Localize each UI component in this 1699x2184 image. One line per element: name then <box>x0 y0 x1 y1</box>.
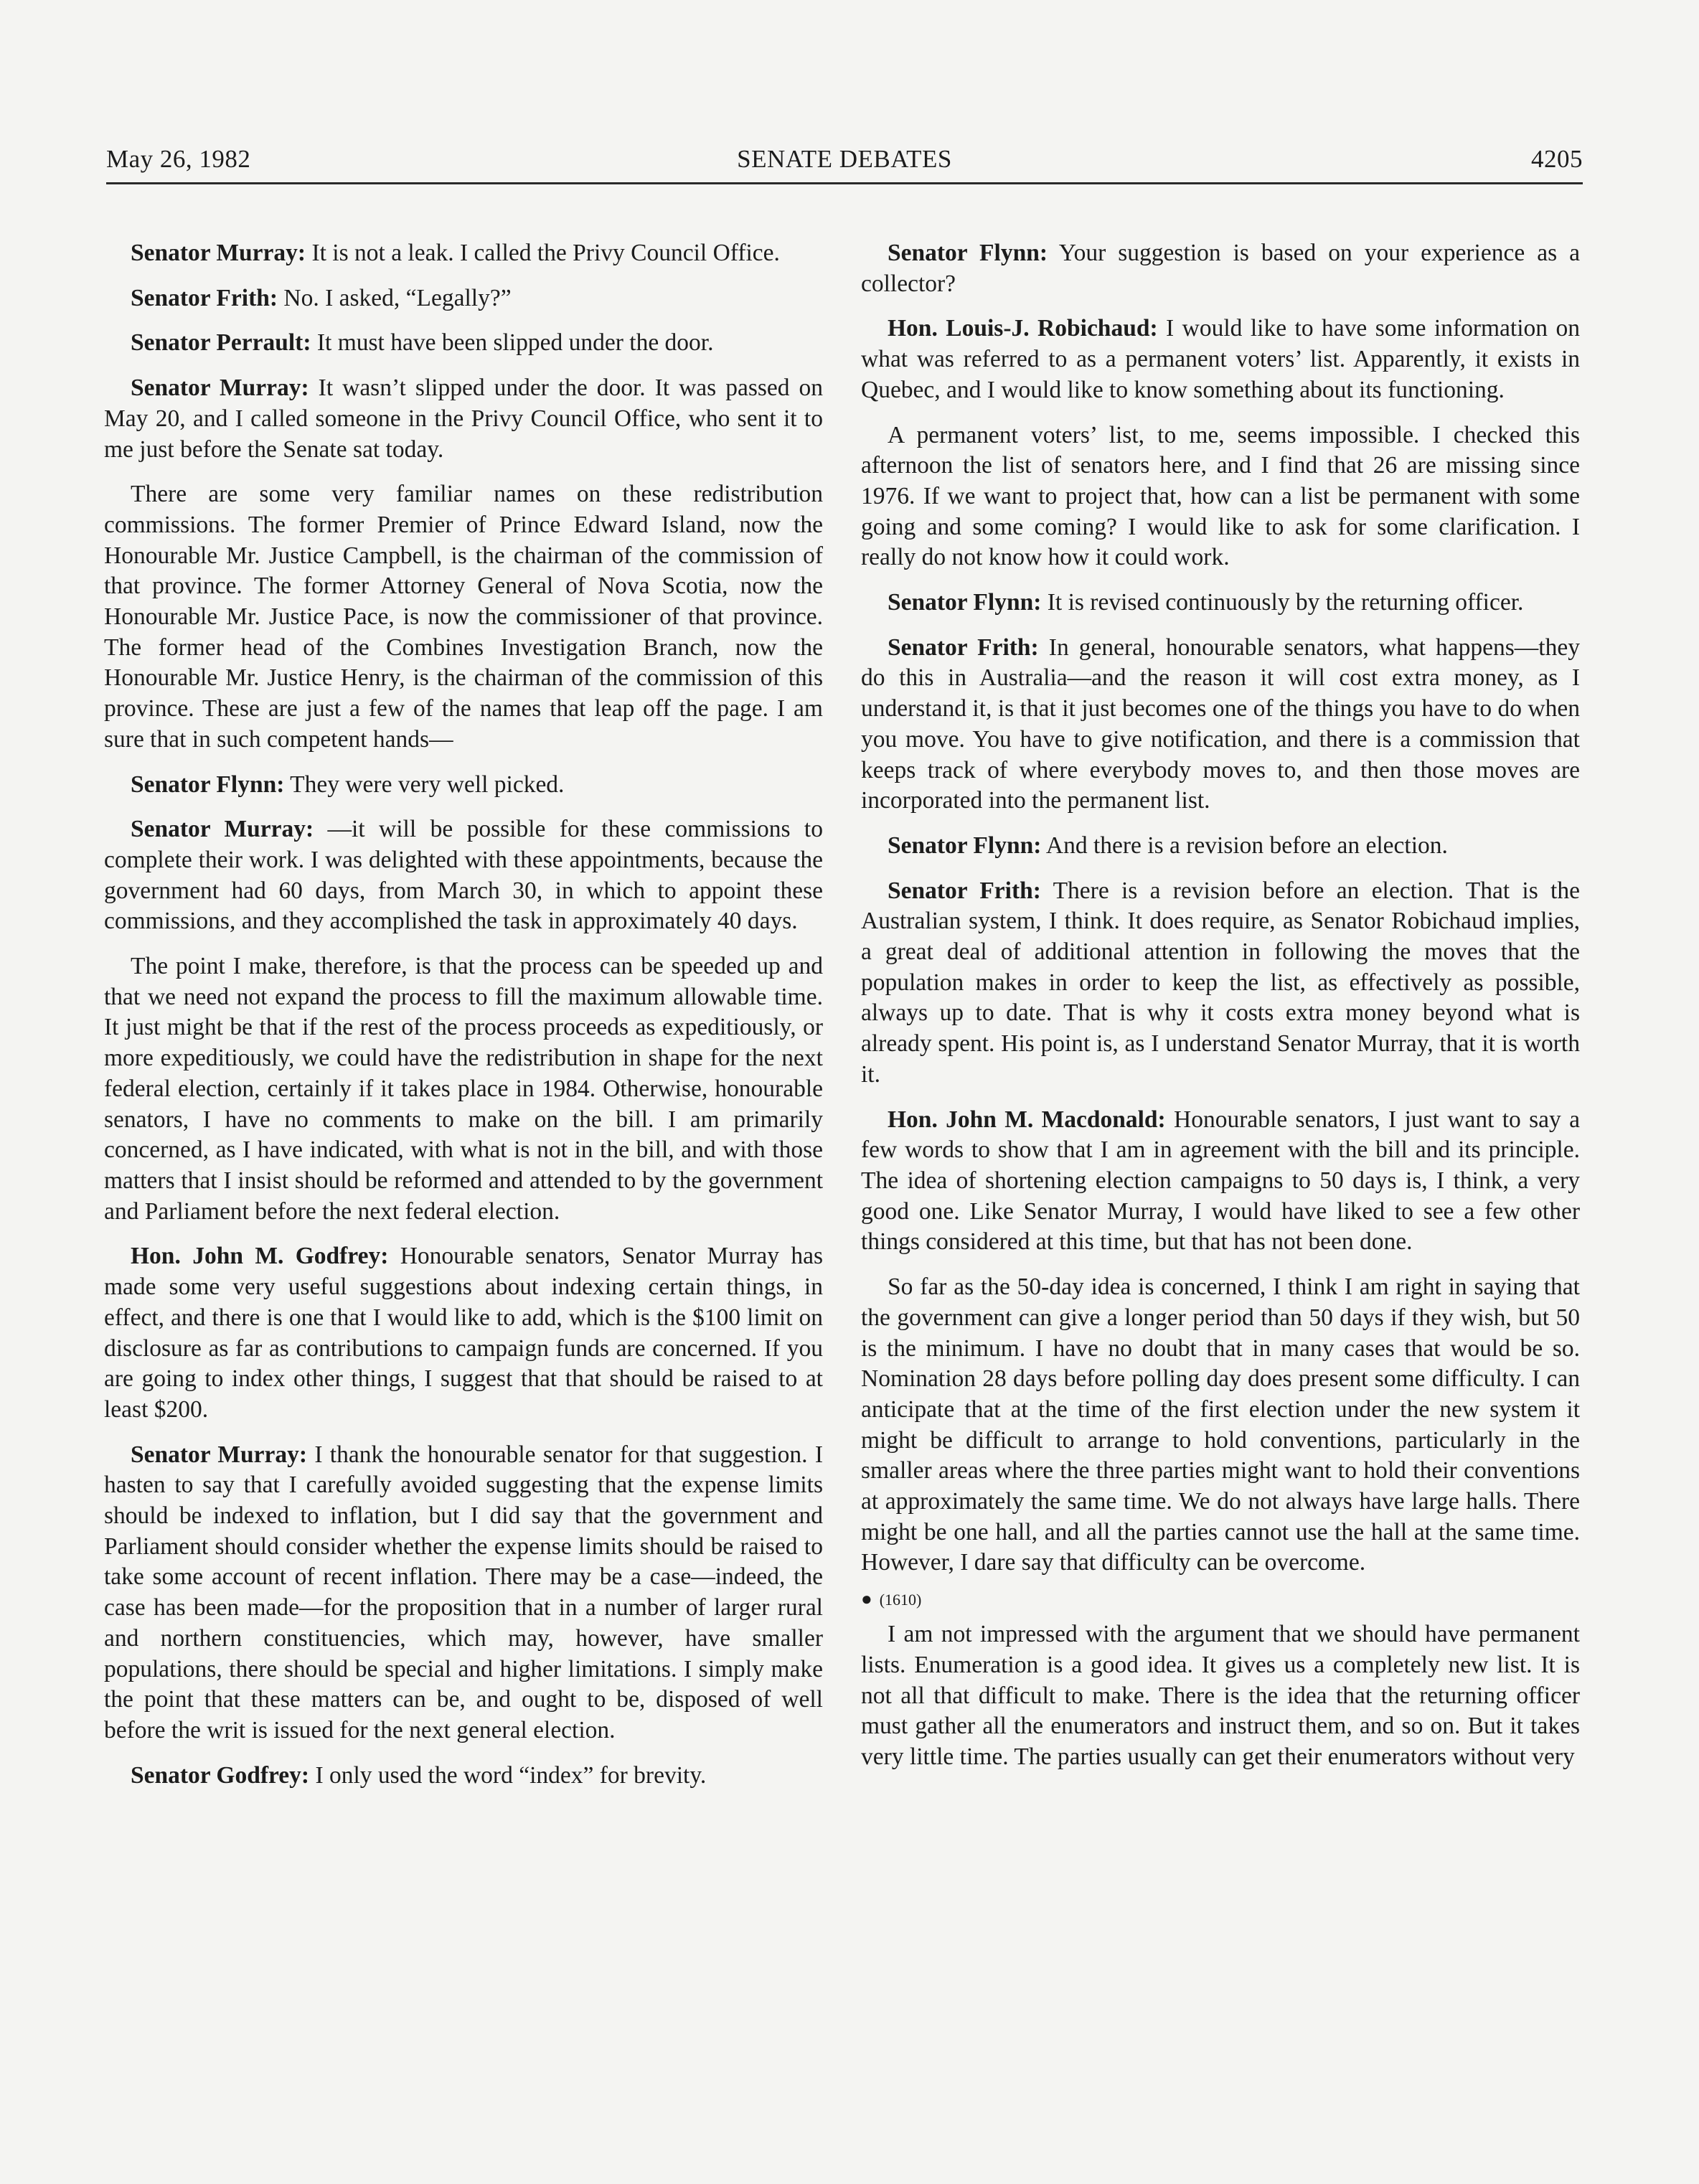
paragraph-text: In general, honourable senators, what happens—they do this in Australia—and the reason it will cost extra money, as I understand it, is that it just becomes one of the things you have to do when you move. You have to give notification, and there is a commission that keeps track of where everybody moves to, and then those moves are incorporated into the permanent list. <box>861 634 1580 814</box>
paragraph <box>861 1105 1580 1258</box>
speaker-name: Senator Frith: <box>131 284 278 311</box>
speaker-name: Senator Flynn: <box>888 589 1042 616</box>
page-header <box>106 143 1583 184</box>
speaker-name: Hon. John M. Godfrey: <box>131 1243 389 1270</box>
paragraph-text: Honourable senators, I just want to say a few words to show that I am in agreement with the bill and its principle. The idea of shortening election campaigns to 50 days is, I think, a very good one. Like Senator Murray, I would have liked to see a few other things considered at this time, but that has not been done. <box>861 1106 1580 1256</box>
paragraph-text: It is revised continuously by the returning officer. <box>1041 589 1524 616</box>
paragraph <box>104 373 823 465</box>
paragraph-text: A permanent voters’ list, to me, seems impossible. I checked this afternoon the list of senators here, and I find that 26 are missing since 1976. If we want to project that, how can a list be permanent with some going and some coming? I would like to ask for some clarification. I really do not know how it could work. <box>861 421 1580 571</box>
speaker-name: Senator Murray: <box>131 375 309 402</box>
paragraph-text: They were very well picked. <box>284 771 565 798</box>
left-column <box>104 238 823 1805</box>
speaker-name: Senator Murray: <box>131 1441 308 1468</box>
speaker-name: Hon. Louis-J. Robichaud: <box>888 315 1158 342</box>
paragraph <box>104 283 823 314</box>
paragraph <box>861 588 1580 618</box>
paragraph-text: There are some very familiar names on these redistribution commissions. The former Premier of Prince Edward Island, now the Honourable Mr. Justice Campbell, is the chairman of the commission of that province. The former Attorney General of Nova Scotia, now the Honourable Mr. Justice Pace, is now the commissioner of that province. The former head of the Combines Investigation Branch, now the Honourable Mr. Justice Henry, is the chairman of the commission of this province. These are just a few of the names that leap off the page. I am sure that in such competent hands— <box>104 481 823 753</box>
paragraph-text: It is not a leak. I called the Privy Council Office. <box>306 240 780 266</box>
speaker-name: Senator Godfrey: <box>131 1761 310 1789</box>
paragraph <box>861 1272 1580 1578</box>
paragraph <box>104 1761 823 1792</box>
speaker-name: Senator Flynn: <box>131 771 285 798</box>
paragraph-text: —it will be possible for these commissions to complete their work. I was delighted with these appointments, because the government had 60 days, from March 30, in which to appoint these commissions, and they accomplished the task in approximately 40 days. <box>104 816 823 935</box>
paragraph-text: And there is a revision before an election. <box>1041 832 1448 859</box>
paragraph <box>861 831 1580 862</box>
header-page-number: 4205 <box>1531 145 1583 173</box>
speaker-name: Senator Murray: <box>131 816 314 843</box>
right-column <box>861 238 1580 1787</box>
paragraph-text: So far as the 50-day idea is concerned, I think I am right in saying that the government can give a longer period than 50 days if they wish, but 50 is the minimum. I have no doubt that in many cases that would be so. Nomination 28 days before polling day does present some difficulty. I can anticipate that at the time of the first election under the new system it might be difficult to arrange to hold conventions, particularly in the smaller areas where the three parties might want to hold their conventions at approximately the same time. We do not always have large halls. There might be one hall, and all the parties cannot use the hall at the same time. However, I dare say that difficulty can be overcome. <box>861 1274 1580 1576</box>
header-title: SENATE DEBATES <box>737 145 952 173</box>
speaker-name: Senator Frith: <box>888 877 1041 904</box>
paragraph-text: Your suggestion is based on your experience as a collector? <box>861 240 1580 297</box>
speaker-name: Senator Perrault: <box>131 329 311 357</box>
header-date: May 26, 1982 <box>106 145 251 173</box>
paragraph <box>104 1440 823 1746</box>
paragraph-text: I thank the honourable senator for that suggestion. I hasten to say that I carefully avoided suggesting that the expense limits should be indexed to inflation, but I did say that the government and Parliament should consider whether the expense limits should be raised to take some account of recent inflation. There may be a case—indeed, the case has been made—for the proposition that in a number of larger rural and northern constituencies, which may, however, have smaller populations, there should be special and higher limitations. I simply make the point that these matters can be, and ought to be, disposed of well before the writ is issued for the next general election. <box>104 1441 823 1743</box>
paragraph-text: I am not impressed with the argument that we should have permanent lists. Enumeration is a good idea. It gives us a completely new list. It is not all that difficult to make. There is the idea that the returning officer must gather all the enumerators and instruct them, and so on. But it takes very little time. The parties usually can get their enumerators without very <box>861 1621 1580 1770</box>
speaker-name: Senator Flynn: <box>888 240 1048 266</box>
paragraph-text: No. I asked, “Legally?” <box>278 284 512 311</box>
paragraph <box>104 770 823 801</box>
paragraph <box>104 479 823 755</box>
paragraph <box>861 1619 1580 1773</box>
paragraph-text: It must have been slipped under the door. <box>311 329 714 357</box>
paragraph <box>861 633 1580 816</box>
speaker-name: Senator Murray: <box>131 240 306 266</box>
paragraph-text: I would like to have some information on what was referred to as a permanent voters’ list. Apparently, it exists in Quebec, and I would like to know something about its functioning. <box>861 315 1580 403</box>
paragraph <box>861 420 1580 574</box>
speaker-name: Senator Frith: <box>888 634 1039 661</box>
paragraph-text: It wasn’t slipped under the door. It was passed on May 20, and I called someone in the Privy Council Office, who sent it to me just before the Senate sat today. <box>104 375 823 463</box>
paragraph <box>104 1241 823 1425</box>
paragraph <box>861 238 1580 299</box>
bullet-icon: ● <box>861 1588 872 1610</box>
paragraph-text: There is a revision before an election. That is the Australian system, I think. It does require, as Senator Robichaud implies, a great deal of additional attention in following the moves that the population makes in order to keep the list, as effectively as possible, always up to date. That is why it costs extra money beyond what is already spent. His point is, as I understand Senator Murray, that it is worth it. <box>861 877 1580 1088</box>
paragraph <box>104 814 823 937</box>
paragraph-text: I only used the word “index” for brevity. <box>309 1761 707 1789</box>
time-marker <box>861 1588 1580 1611</box>
paragraph <box>104 328 823 359</box>
speaker-name: Hon. John M. Macdonald: <box>888 1106 1166 1133</box>
paragraph-text: The point I make, therefore, is that the process can be speeded up and that we need not expand the process to fill the maximum allowable time. It just might be that if the rest of the process proceeds as expeditiously, or more expeditiously, we could have the redistribution in shape for the next federal election, certainly if it takes place in 1984. Otherwise, honourable senators, I have no comments to make on the bill. I am primarily concerned, as I have indicated, with what is not in the bill, and with those matters that I insist should be reformed and attended to by the government and Parliament before the next federal election. <box>104 953 823 1225</box>
time-marker-text: (1610) <box>879 1591 922 1609</box>
speaker-name: Senator Flynn: <box>888 832 1042 859</box>
paragraph <box>861 876 1580 1091</box>
paragraph <box>861 314 1580 405</box>
paragraph <box>104 238 823 269</box>
paragraph <box>104 951 823 1227</box>
paragraph-text: Honourable senators, Senator Murray has made some very useful suggestions about indexing certain things, in effect, and there is one that I would like to add, which is the $100 limit on disclosure as far as contributions to campaign funds are concerned. If you are going to index other things, I suggest that that should be raised to at least $200. <box>104 1243 824 1423</box>
